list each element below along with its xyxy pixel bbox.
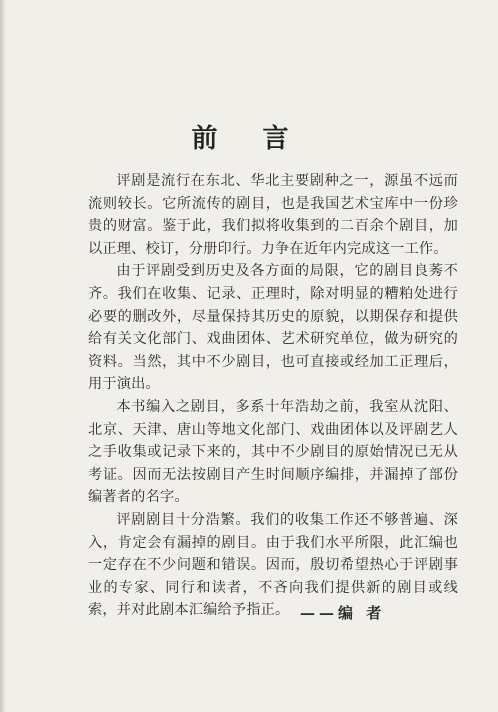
page-edge-shadow <box>0 0 6 712</box>
paragraph-2: 由于评剧受到历史及各方面的局限，它的剧目良莠不齐。我们在收集、记录、正理时，除对明显的糟粕处进行必要的删改外，尽量保持其历史的原貌，以期保存和提供给有关文化部门、戏曲团体、艺术研究单位，做为研究的资料。当然，其中不少剧目，也可直接或经加工正理后，用于演出。 <box>88 263 458 393</box>
paragraph-1: 评剧是流行在东北、华北主要剧种之一，源虽不远而流则较长。它所流传的剧目，也是我国艺术宝库中一份珍贵的财富。鉴于此，我们拟将收集到的二百余个剧目，加以正理、校订，分册印行。力争在近年内完成这一工作。 <box>88 173 458 257</box>
paragraph-4: 评剧剧目十分浩繁。我们的收集工作还不够普遍、深入，肯定会有漏掉的剧目。由于我们水平所限，此汇编也一定存在不少问题和错误。因而，殷切希望热心于评剧事业的专家、同行和读者，不吝向我们提供新的剧目或线索，并对此剧本汇编给予指正。 <box>88 511 458 619</box>
page-title: 前 言 <box>191 124 307 154</box>
paragraph-3: 本书编入之剧目，多系十年浩劫之前，我室从沈阳、北京、天津、唐山等地文化部门、戏曲团体以及评剧艺人之手收集或记录下来的，其中不少剧目的原始情况已无从考证。因而无法按剧目产生时间顺序编排，并漏掉了部份编著者的名字。 <box>88 398 458 506</box>
signature: ——编 者 <box>300 604 386 622</box>
preface-body <box>88 170 458 622</box>
